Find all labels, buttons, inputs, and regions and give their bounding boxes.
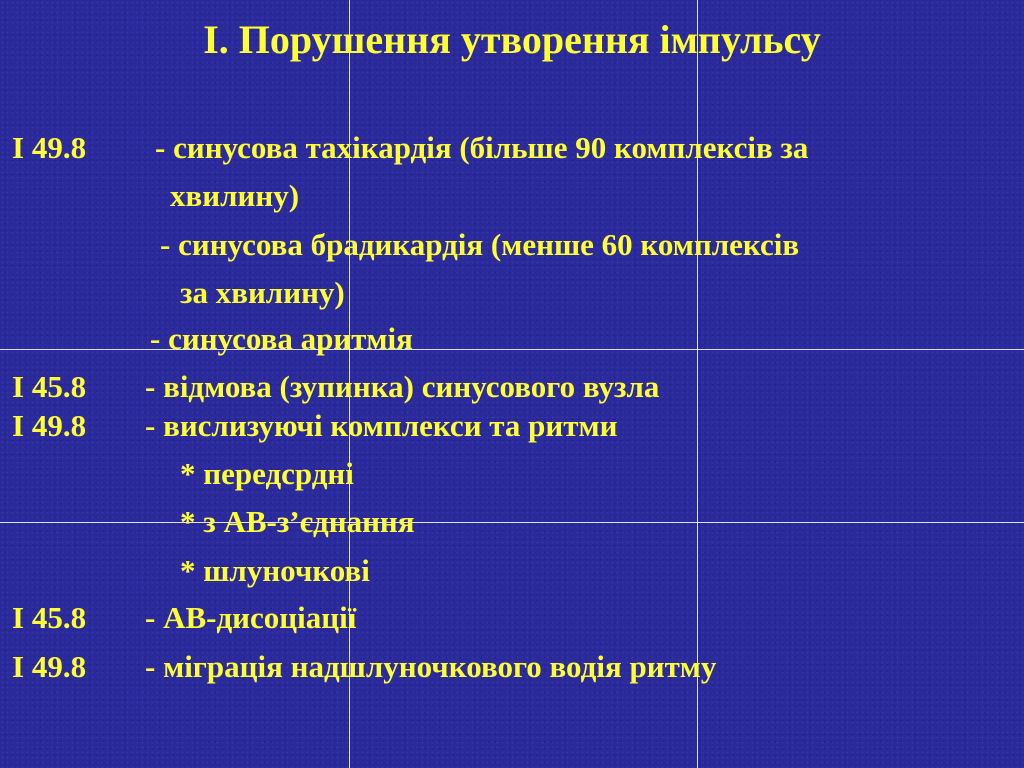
icd-code: І 45.8 xyxy=(12,600,87,635)
list-item-continuation: за хвилину) xyxy=(180,275,345,310)
list-item-continuation: хвилину) xyxy=(170,178,300,213)
icd-code: І 49.8 xyxy=(12,649,87,684)
list-item: - міграція надшлуночкового водія ритму xyxy=(145,649,717,684)
slide-title: І. Порушення утворення імпульсу xyxy=(203,17,821,62)
grid-line-horizontal-2 xyxy=(0,522,1024,523)
list-item: - синусова аритмія xyxy=(150,321,413,356)
icd-code: І 49.8 xyxy=(12,130,87,165)
icd-code: І 45.8 xyxy=(12,369,87,404)
sub-item: * передсрдні xyxy=(180,456,354,491)
sub-item: * з АВ-з’єднання xyxy=(180,504,415,539)
list-item: - відмова (зупинка) синусового вузла xyxy=(145,369,660,404)
list-item: - вислизуючі комплекси та ритми xyxy=(145,408,618,443)
sub-item: * шлуночкові xyxy=(180,553,370,588)
icd-code: І 49.8 xyxy=(12,408,87,443)
list-item: - синусова тахікардія (більше 90 комплексів за xyxy=(155,130,809,165)
list-item: - синусова брадикардія (менше 60 комплексів xyxy=(160,227,800,262)
list-item: - АВ-дисоціації xyxy=(145,600,357,635)
